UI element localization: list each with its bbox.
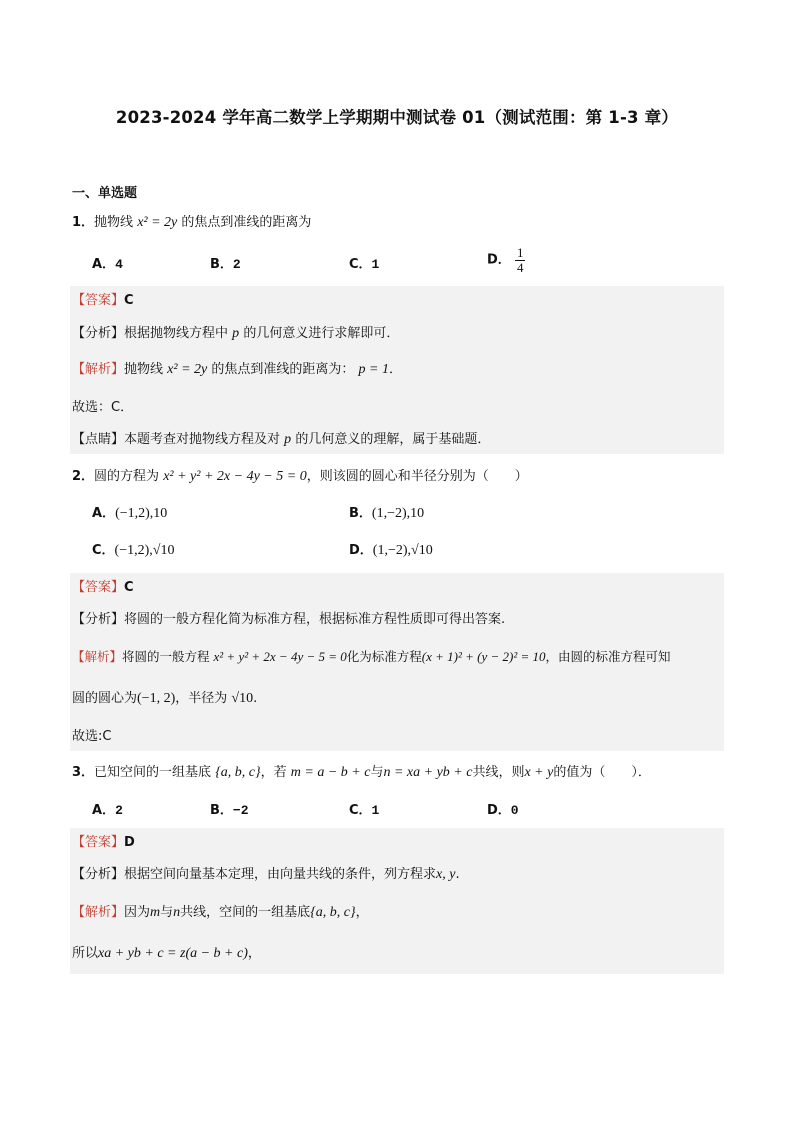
analysis-text: . xyxy=(455,867,460,882)
question-1-stem xyxy=(72,214,311,232)
answer-value: C xyxy=(124,293,134,308)
answer-tag: 【答案】 xyxy=(72,293,125,308)
option-letter: C． xyxy=(349,257,372,272)
solution-text: ，半径为 xyxy=(175,691,228,706)
stem-formula: n = xa + yb + c xyxy=(383,765,473,780)
solution-text: . xyxy=(253,691,258,706)
option-text: (−1,2),10 xyxy=(115,506,168,521)
q1-option-c[interactable] xyxy=(349,256,379,274)
option-text: (−1,2),√10 xyxy=(114,543,175,558)
question-number: 3． xyxy=(72,765,95,780)
solution-formula: (x + 1)² + (y − 2)² = 10 xyxy=(421,649,546,664)
stem-text: 已知空间的一组基底 xyxy=(94,765,212,780)
solution-text: ． xyxy=(389,362,403,377)
fraction xyxy=(515,246,526,275)
q1-choose: 故选：C． xyxy=(72,400,134,415)
q3-solution xyxy=(72,904,369,922)
solution-text: 的焦点到准线的距离为： xyxy=(211,362,355,377)
solution-text: ， xyxy=(247,946,261,961)
q2-option-b[interactable] xyxy=(349,505,424,523)
q3-option-b[interactable] xyxy=(210,802,249,820)
option-text: −2 xyxy=(232,803,249,818)
solution-text: 所以 xyxy=(72,946,99,961)
comment-formula: p xyxy=(284,432,292,447)
fraction-numerator: 1 xyxy=(516,245,524,260)
solution-text: 化为标准方程 xyxy=(346,649,422,664)
stem-formula: {a, b, c} xyxy=(215,765,261,780)
q2-option-d[interactable] xyxy=(349,542,433,560)
stem-text: 共线，则 xyxy=(472,765,525,780)
q1-option-d[interactable] xyxy=(487,246,525,275)
option-text: 1 xyxy=(371,803,380,818)
analysis-text: 根据抛物线方程中 xyxy=(124,326,229,341)
option-text: 0 xyxy=(510,803,519,818)
option-text: 1 xyxy=(371,257,380,272)
solution-text: 共线，空间的一组基底 xyxy=(180,905,311,920)
stem-text: ，则该圆的圆心和半径分别为（ ） xyxy=(306,469,528,484)
q2-answer xyxy=(72,579,134,597)
solution-formula: √10 xyxy=(231,691,254,706)
q3-analysis xyxy=(72,866,460,884)
solution-formula: n xyxy=(173,905,181,920)
stem-text: 的焦点到准线的距离为 xyxy=(181,215,312,230)
option-letter: A． xyxy=(92,506,116,521)
analysis-text: 的几何意义进行求解即可． xyxy=(243,326,400,341)
analysis-tag: 【分析】 xyxy=(72,612,125,627)
q3-option-d[interactable] xyxy=(487,802,519,820)
option-letter: D． xyxy=(349,543,373,558)
question-2-stem xyxy=(72,468,528,486)
stem-formula: x² + y² + 2x − 4y − 5 = 0 xyxy=(163,469,307,484)
option-text: (1,−2),√10 xyxy=(372,543,433,558)
option-letter: B． xyxy=(210,803,233,818)
analysis-formula: x, y xyxy=(436,867,456,882)
analysis-tag: 【分析】 xyxy=(72,326,125,341)
solution-text: 抛物线 xyxy=(124,362,164,377)
solution-formula: p = 1 xyxy=(358,362,389,377)
comment-text: 的几何意义的理解，属于基础题． xyxy=(295,432,491,447)
option-letter: C． xyxy=(349,803,372,818)
option-text: (1,−2),10 xyxy=(371,506,425,521)
question-number: 1． xyxy=(72,215,95,230)
option-letter: C． xyxy=(92,543,115,558)
option-letter: D． xyxy=(487,803,511,818)
solution-text: 将圆的一般方程 xyxy=(122,649,210,664)
q2-option-a[interactable] xyxy=(92,505,167,523)
option-letter: A． xyxy=(92,257,116,272)
q1-answer xyxy=(72,292,134,310)
option-letter: D． xyxy=(487,252,511,268)
analysis-text: 将圆的一般方程化简为标准方程，根据标准方程性质即可得出答案. xyxy=(124,612,506,627)
answer-value: C xyxy=(124,580,134,595)
section-heading: 一、单选题 xyxy=(72,186,138,201)
q2-option-c[interactable] xyxy=(92,542,174,560)
solution-tag: 【解析】 xyxy=(72,649,123,664)
q1-comment xyxy=(72,431,490,449)
stem-formula: x + y xyxy=(524,765,554,780)
solution-formula: m xyxy=(150,905,161,920)
option-text: 2 xyxy=(115,803,123,818)
option-letter: B． xyxy=(210,257,233,272)
q3-option-c[interactable] xyxy=(349,802,379,820)
solution-tag: 【解析】 xyxy=(72,905,125,920)
stem-formula: x² = 2y xyxy=(137,215,178,230)
solution-text: 圆的圆心为 xyxy=(72,691,138,706)
answer-value: D xyxy=(124,835,135,850)
option-letter: B． xyxy=(349,506,372,521)
q2-analysis xyxy=(72,611,505,629)
option-text: 2 xyxy=(232,257,241,272)
stem-text: 抛物线 xyxy=(94,215,134,230)
solution-text: ，由圆的标准方程可知 xyxy=(545,649,671,664)
stem-text: 与 xyxy=(370,765,384,780)
solution-formula: x² + y² + 2x − 4y − 5 = 0 xyxy=(213,649,347,664)
solution-text: 因为 xyxy=(124,905,151,920)
stem-text: 圆的方程为 xyxy=(94,469,160,484)
q1-option-a[interactable] xyxy=(92,256,123,274)
solution-text: ， xyxy=(355,905,369,920)
analysis-text: 根据空间向量基本定理，由向量共线的条件，列方程求 xyxy=(124,867,437,882)
solution-formula: (−1, 2) xyxy=(137,691,176,706)
question-number: 2． xyxy=(72,469,95,484)
solution-tag: 【解析】 xyxy=(72,362,125,377)
answer-tag: 【答案】 xyxy=(72,580,125,595)
q3-solution-cont xyxy=(72,945,261,963)
q2-solution-cont xyxy=(72,690,257,708)
q1-option-b[interactable] xyxy=(210,256,241,274)
solution-text: 与 xyxy=(160,905,174,920)
stem-text: 的值为（ ）． xyxy=(553,765,651,780)
option-letter: A． xyxy=(92,803,116,818)
stem-formula: m = a − b + c xyxy=(290,765,371,780)
analysis-tag: 【分析】 xyxy=(72,867,125,882)
q1-analysis xyxy=(72,325,399,343)
comment-tag: 【点睛】 xyxy=(72,432,125,447)
solution-formula: {a, b, c} xyxy=(310,905,356,920)
q2-choose: 故选:C xyxy=(72,729,112,744)
analysis-formula: p xyxy=(232,326,240,341)
option-text: 4 xyxy=(115,257,123,272)
answer-tag: 【答案】 xyxy=(72,835,125,850)
stem-text: ，若 xyxy=(260,765,287,780)
solution-formula: xa + yb + c = z(a − b + c) xyxy=(98,946,248,961)
q1-solution xyxy=(72,361,402,379)
solution-formula: x² = 2y xyxy=(167,362,208,377)
comment-text: 本题考查对抛物线方程及对 xyxy=(124,432,281,447)
fraction-denominator: 4 xyxy=(516,260,524,275)
q2-solution xyxy=(72,648,671,666)
q3-option-a[interactable] xyxy=(92,802,123,820)
question-3-stem xyxy=(72,764,651,782)
q3-answer xyxy=(72,834,135,852)
page-title: 2023-2024 学年高二数学上学期期中测试卷 01（测试范围：第 1-3 章） xyxy=(115,108,679,127)
